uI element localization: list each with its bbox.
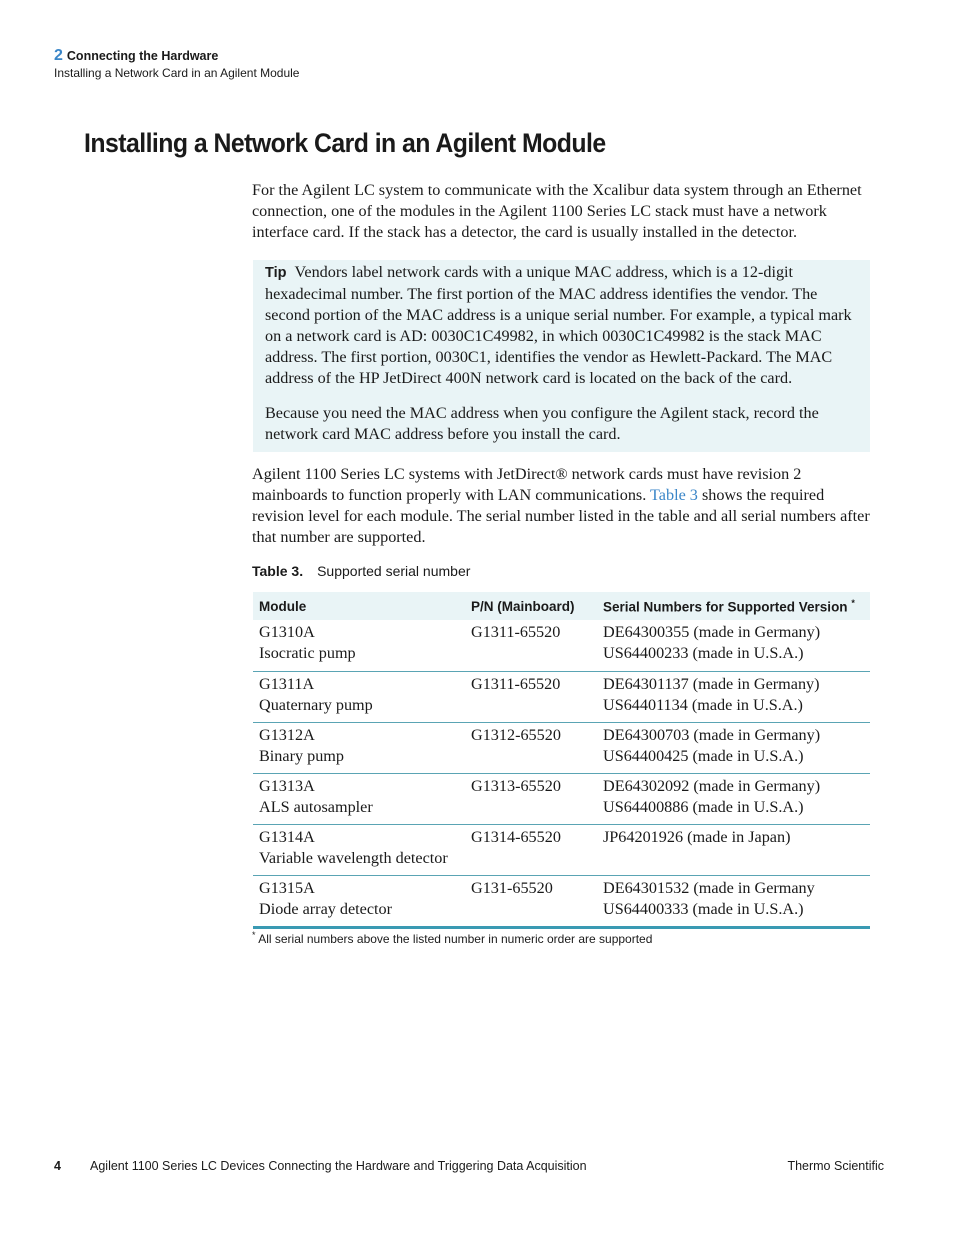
table-caption-text: Supported serial number: [317, 563, 471, 579]
serial-cell: [597, 875, 870, 927]
module-description: Binary pump: [259, 746, 344, 765]
header-serial: [597, 592, 870, 620]
module-code: G1313A: [259, 776, 315, 795]
chapter-title: Connecting the Hardware: [66, 49, 219, 63]
body-text-before: Agilent 1100 Series LC systems with JetDirect® network cards must have revision 2 mainboards to function properly with LAN communications.: [252, 465, 802, 504]
serial-number-2: US64400333 (made in U.S.A.): [603, 899, 804, 918]
tip-label: Tip: [265, 265, 287, 281]
pn-cell: [465, 824, 597, 875]
mainboard-part-number: G1311-65520: [471, 623, 561, 641]
serial-number-1: JP64201926 (made in Japan): [603, 827, 791, 846]
module-cell: [253, 620, 465, 671]
table-row: [253, 620, 870, 671]
body-text-after: shows the required revision level for each module. The serial number listed in the table and all serial numbers after that number are supported.: [252, 486, 870, 546]
module-description: Diode array detector: [259, 899, 393, 918]
serial-cell: [597, 671, 870, 722]
mainboard-part-number: G1314-65520: [471, 827, 561, 846]
body-paragraph: [252, 464, 870, 548]
header-serial-label: Serial Numbers for Supported Version: [603, 599, 848, 615]
serial-number-2: US64400425 (made in U.S.A.): [603, 746, 804, 765]
serial-cell: [597, 722, 870, 773]
intro-paragraph: For the Agilent LC system to communicate with the Xcalibur data system through an Ethernet connection, one of the modules in the Agilent 1100 Series LC stack must have a network interface card. If the stack has a detector, the card is usually installed in the detector.: [252, 181, 862, 241]
page-number: 4: [54, 1159, 61, 1173]
tip-paragraph-1: [253, 262, 870, 389]
module-description: Isocratic pump: [259, 644, 356, 662]
footnote-text: All serial numbers above the listed number in numeric order are supported: [258, 932, 653, 946]
table-body: [253, 620, 870, 927]
mainboard-part-number: G1311-65520: [471, 674, 561, 693]
header-footnote-mark: *: [851, 597, 855, 608]
mainboard-part-number: G1312-65520: [471, 725, 561, 744]
serial-number-1: DE64300703 (made in Germany): [603, 725, 821, 744]
table-caption-label: Table 3.: [252, 563, 304, 579]
serial-number-1: DE64301532 (made in Germany: [603, 878, 815, 897]
header-pn: P/N (Mainboard): [471, 598, 575, 614]
section-title: Installing a Network Card in an Agilent Module: [54, 66, 300, 80]
module-description: Variable wavelength detector: [259, 848, 448, 867]
serial-number-2: US64401134 (made in U.S.A.): [603, 695, 803, 714]
serial-cell: [597, 824, 870, 875]
pn-cell: [465, 773, 597, 824]
table-3-link[interactable]: Table 3: [650, 486, 698, 504]
footer-brand: Thermo Scientific: [787, 1159, 884, 1173]
pn-cell: [465, 620, 597, 671]
table-row: [253, 875, 870, 927]
serial-number-table: [253, 592, 870, 929]
mainboard-part-number: G1313-65520: [471, 776, 561, 795]
module-description: ALS autosampler: [259, 797, 373, 816]
module-code: G1310A: [259, 623, 315, 641]
serial-number-1: DE64302092 (made in Germany): [603, 776, 821, 795]
module-code: G1312A: [259, 725, 315, 744]
chapter-heading: [54, 48, 299, 64]
pn-cell: [465, 875, 597, 927]
footnote-mark: *: [252, 930, 256, 940]
module-code: G1314A: [259, 827, 315, 846]
table-footnote: [252, 926, 652, 948]
module-cell: [253, 671, 465, 722]
table-row: [253, 671, 870, 722]
module-description: Quaternary pump: [259, 695, 373, 714]
serial-number-1: DE64300355 (made in Germany): [603, 623, 821, 641]
module-cell: [253, 824, 465, 875]
serial-cell: [597, 773, 870, 824]
page-title: Installing a Network Card in an Agilent Module: [84, 128, 606, 158]
mainboard-part-number: G131-65520: [471, 878, 553, 897]
table-header-row: [253, 592, 870, 620]
module-code: G1311A: [259, 674, 315, 693]
pn-cell: [465, 722, 597, 773]
table-row: [253, 722, 870, 773]
tip-box: [253, 260, 870, 452]
footer-doc-title: Agilent 1100 Series LC Devices Connecting the Hardware and Triggering Data Acquisition: [90, 1159, 587, 1173]
serial-number-2: US64400886 (made in U.S.A.): [603, 797, 804, 816]
module-code: G1315A: [259, 878, 315, 897]
table-caption: [252, 561, 470, 581]
chapter-number: 2: [54, 47, 63, 64]
serial-cell: [597, 620, 870, 671]
serial-number-2: US64400233 (made in U.S.A.): [603, 644, 804, 662]
table-row: [253, 824, 870, 875]
pn-cell: [465, 671, 597, 722]
running-header: [54, 48, 299, 82]
tip-text-1: Vendors label network cards with a unique MAC address, which is a 12-digit hexadecimal number. The first portion of the MAC address identifies the vendor. The second portion of the MAC address is a unique serial number. For example, a typical mark on a network card is AD: 0030C1C49982, in which 0030C1C49982 is the stack MAC address. The first portion, 0030C1, identifies the vendor as Hewlett-Packard. The MAC address of the HP JetDirect 400N network card is located on the back of the card.: [265, 263, 852, 387]
table-row: [253, 773, 870, 824]
tip-paragraph-2: Because you need the MAC address when you configure the Agilent stack, record the network card MAC address before you install the card.: [265, 404, 819, 443]
module-cell: [253, 773, 465, 824]
serial-number-1: DE64301137 (made in Germany): [603, 674, 820, 693]
header-module: Module: [259, 598, 307, 614]
module-cell: [253, 722, 465, 773]
module-cell: [253, 875, 465, 927]
